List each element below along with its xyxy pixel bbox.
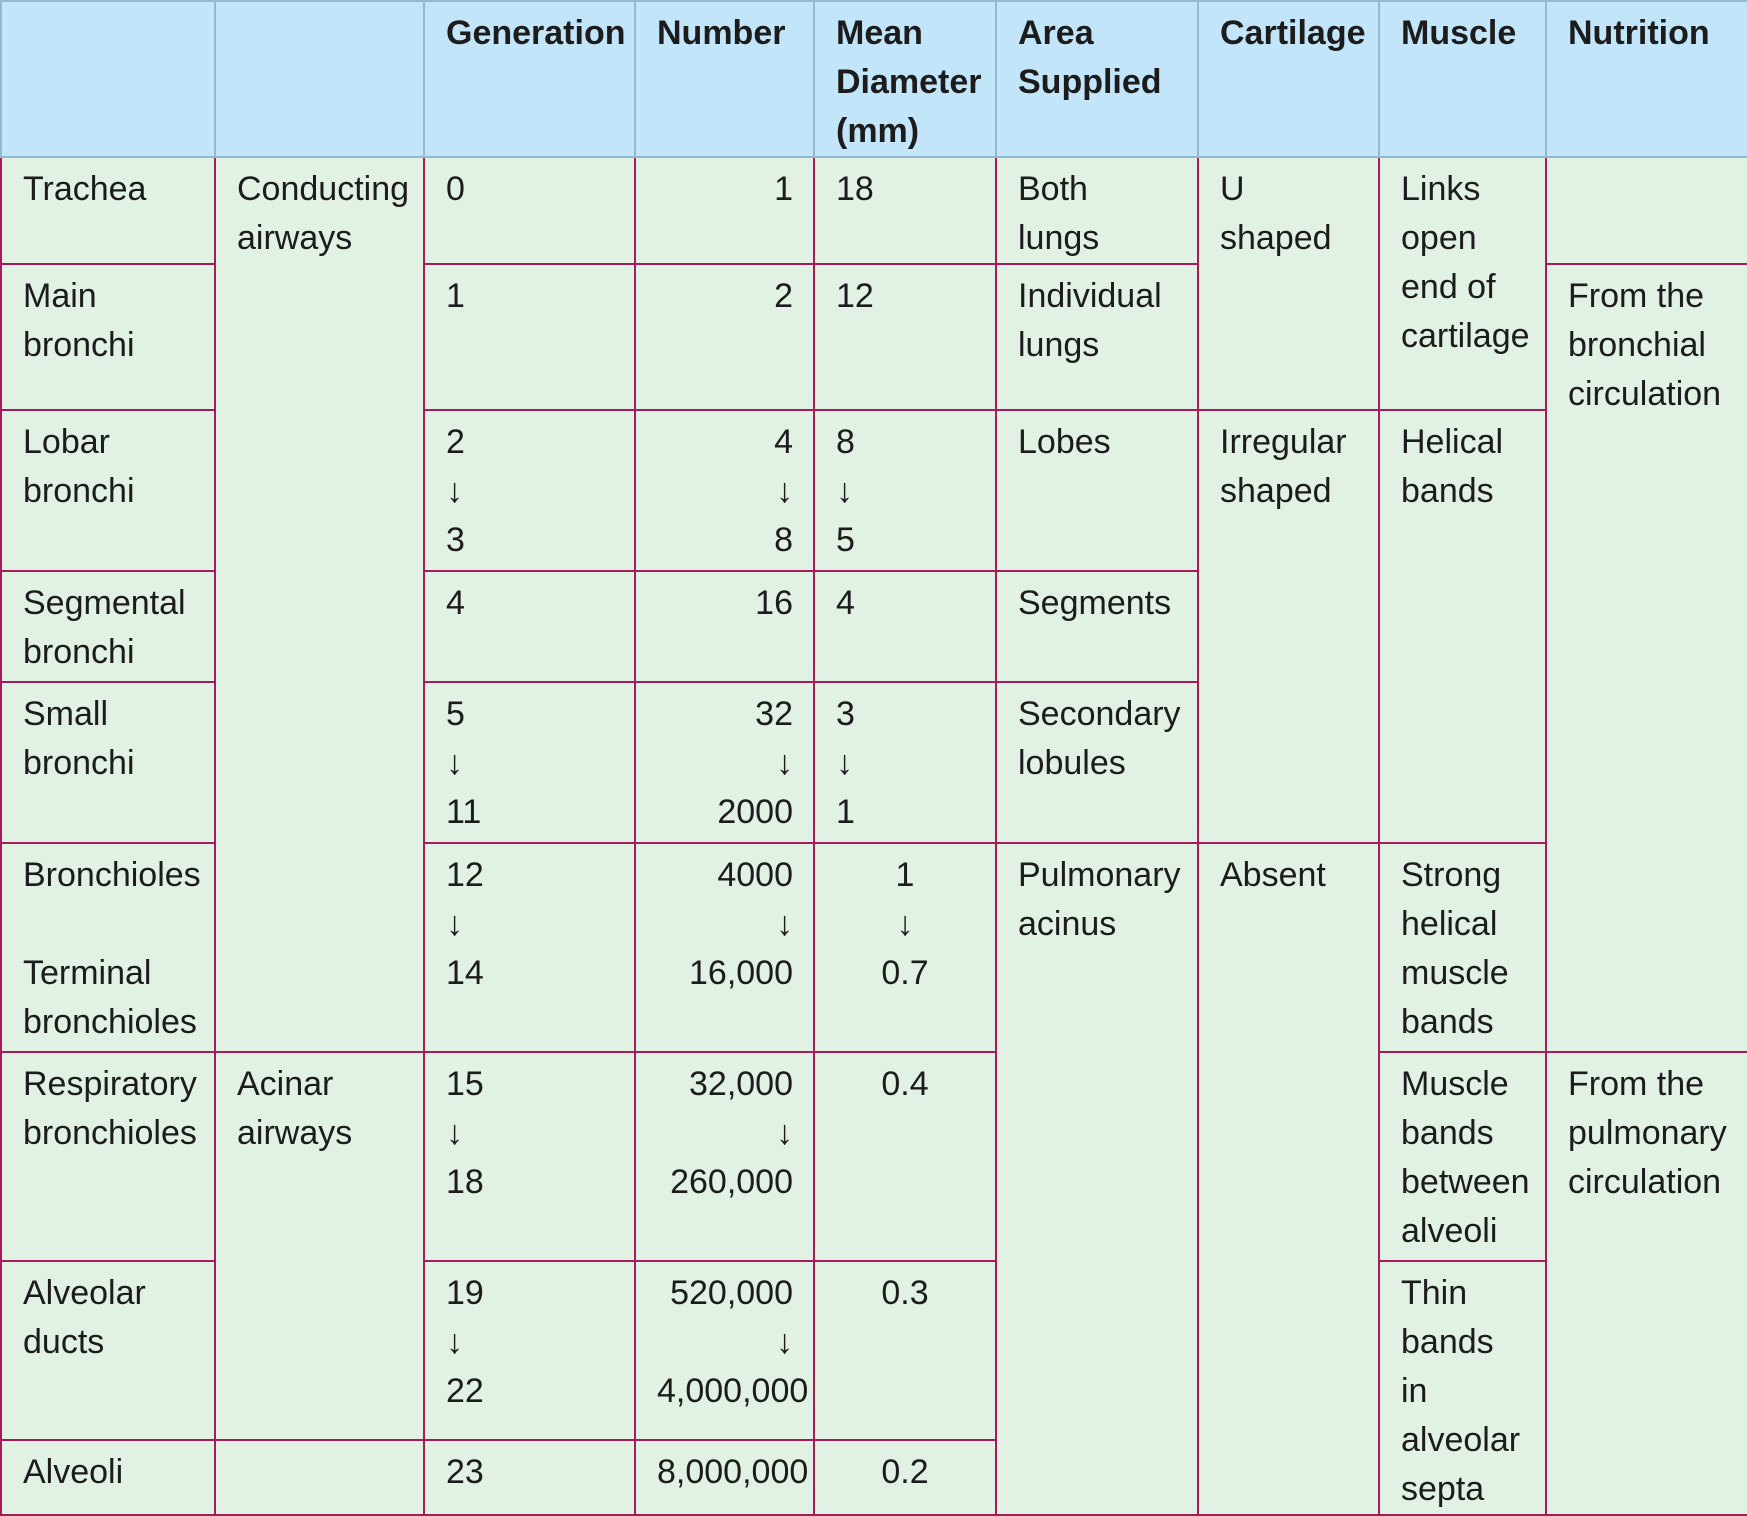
value-from: 5 (446, 695, 465, 733)
cell-generation (424, 1261, 635, 1440)
arrow-down-icon: ↓ (776, 1114, 793, 1152)
cell-number: 1 (635, 157, 814, 264)
arrow-down-icon: ↓ (836, 744, 853, 782)
value-to: 4,000,000 (657, 1372, 809, 1410)
cell-diameter: 18 (814, 157, 996, 264)
value-from: 15 (446, 1065, 484, 1103)
cell-diameter: 0.2 (814, 1440, 996, 1515)
cell-diameter: 4 (814, 571, 996, 682)
header-cartilage: Cartilage (1198, 1, 1379, 157)
cell-diameter (814, 410, 996, 571)
cell-zone-conducting: Conducting airways (215, 157, 424, 1052)
header-mean-diameter: Mean Diameter (mm) (814, 1, 996, 157)
header-area-supplied: Area Supplied (996, 1, 1198, 157)
arrow-down-icon: ↓ (896, 905, 914, 943)
cell-generation (424, 843, 635, 1052)
cell-number (635, 410, 814, 571)
cell-name: Alveolar ducts (1, 1261, 215, 1440)
cell-nutrition-bronchial: From the bronchial circulation (1546, 264, 1747, 1052)
cell-name: Small bronchi (1, 682, 215, 843)
table-row-respiratory-bronchioles (1, 1052, 1747, 1261)
cell-area: Secondary lobules (996, 682, 1198, 843)
value-to: 260,000 (670, 1163, 793, 1201)
cell-area-pulmonary-acinus: Pulmonary acinus (996, 843, 1198, 1515)
value-to: 8 (774, 521, 793, 559)
cell-number (635, 682, 814, 843)
cell-diameter: 0.3 (814, 1261, 996, 1440)
cell-area: Individual lungs (996, 264, 1198, 410)
value-to: 3 (446, 521, 465, 559)
header-number: Number (635, 1, 814, 157)
value-from: 4000 (717, 856, 793, 894)
value-from: 19 (446, 1274, 484, 1312)
cell-muscle-between: Muscle bands between alveoli (1379, 1052, 1546, 1261)
value-to: 2000 (717, 793, 793, 831)
value-from: 520,000 (670, 1274, 793, 1312)
header-structure (1, 1, 215, 157)
value-from: 4 (774, 423, 793, 461)
value-to: 0.7 (881, 954, 929, 992)
cell-name: Lobar bronchi (1, 410, 215, 571)
cell-name: Main bronchi (1, 264, 215, 410)
cell-area: Segments (996, 571, 1198, 682)
value-from: 2 (446, 423, 465, 461)
cell-name: Alveoli (1, 1440, 215, 1515)
cell-generation (424, 1052, 635, 1261)
cell-cartilage-irregular: Irregular shaped (1198, 410, 1379, 843)
value-to: 16,000 (689, 954, 793, 992)
cell-area: Lobes (996, 410, 1198, 571)
arrow-down-icon: ↓ (776, 472, 793, 510)
header-row (1, 1, 1747, 157)
cell-muscle-links: Links open end of cartilage (1379, 157, 1546, 410)
cell-number (635, 843, 814, 1052)
cell-number: 8,000,000 (635, 1440, 814, 1515)
cell-muscle-helical: Helical bands (1379, 410, 1546, 843)
cell-diameter: 12 (814, 264, 996, 410)
value-from: 8 (836, 423, 855, 461)
cell-generation: 23 (424, 1440, 635, 1515)
arrow-down-icon: ↓ (836, 472, 853, 510)
cell-number (635, 1052, 814, 1261)
value-to: 14 (446, 954, 484, 992)
cell-number (635, 1261, 814, 1440)
arrow-down-icon: ↓ (446, 1114, 463, 1152)
header-generation: Generation (424, 1, 635, 157)
cell-number: 16 (635, 571, 814, 682)
arrow-down-icon: ↓ (446, 905, 463, 943)
value-to: 18 (446, 1163, 484, 1201)
arrow-down-icon: ↓ (446, 472, 463, 510)
cell-generation: 0 (424, 157, 635, 264)
arrow-down-icon: ↓ (776, 1323, 793, 1361)
cell-muscle-strong: Strong helical muscle bands (1379, 843, 1546, 1052)
table-row-trachea (1, 157, 1747, 264)
bronchioles-label: Bronchioles (23, 856, 201, 894)
value-to: 5 (836, 521, 855, 559)
terminal-bronchioles-label: Terminal bronchioles (23, 954, 197, 1041)
cell-nutrition-empty (1546, 157, 1747, 264)
value-from: 12 (446, 856, 484, 894)
cell-name: Trachea (1, 157, 215, 264)
value-to: 22 (446, 1372, 484, 1410)
cell-generation: 1 (424, 264, 635, 410)
cell-generation (424, 682, 635, 843)
header-zone (215, 1, 424, 157)
cell-diameter (814, 843, 996, 1052)
cell-diameter: 0.4 (814, 1052, 996, 1261)
value-to: 1 (836, 793, 855, 831)
arrow-down-icon: ↓ (776, 744, 793, 782)
arrow-down-icon: ↓ (776, 905, 793, 943)
cell-number: 2 (635, 264, 814, 410)
arrow-down-icon: ↓ (446, 744, 463, 782)
cell-generation: 4 (424, 571, 635, 682)
value-from: 1 (895, 856, 915, 894)
cell-name: Respiratory bronchioles (1, 1052, 215, 1261)
cell-muscle-thin: Thin bands in alveolar septa (1379, 1261, 1546, 1515)
cell-nutrition-pulmonary: From the pulmonary circulation (1546, 1052, 1747, 1515)
cell-cartilage-absent: Absent (1198, 843, 1379, 1515)
cell-zone-empty (215, 1440, 424, 1515)
value-from: 32 (755, 695, 793, 733)
cell-name (1, 843, 215, 1052)
header-muscle: Muscle (1379, 1, 1546, 157)
cell-generation (424, 410, 635, 571)
value-to: 11 (446, 793, 482, 831)
cell-diameter (814, 682, 996, 843)
cell-zone-acinar: Acinar airways (215, 1052, 424, 1440)
arrow-down-icon: ↓ (446, 1323, 463, 1361)
value-from: 3 (836, 695, 855, 733)
value-from: 32,000 (689, 1065, 793, 1103)
cell-cartilage-u-shaped: U shaped (1198, 157, 1379, 410)
cell-area: Both lungs (996, 157, 1198, 264)
header-nutrition: Nutrition (1546, 1, 1747, 157)
cell-name: Segmental bronchi (1, 571, 215, 682)
